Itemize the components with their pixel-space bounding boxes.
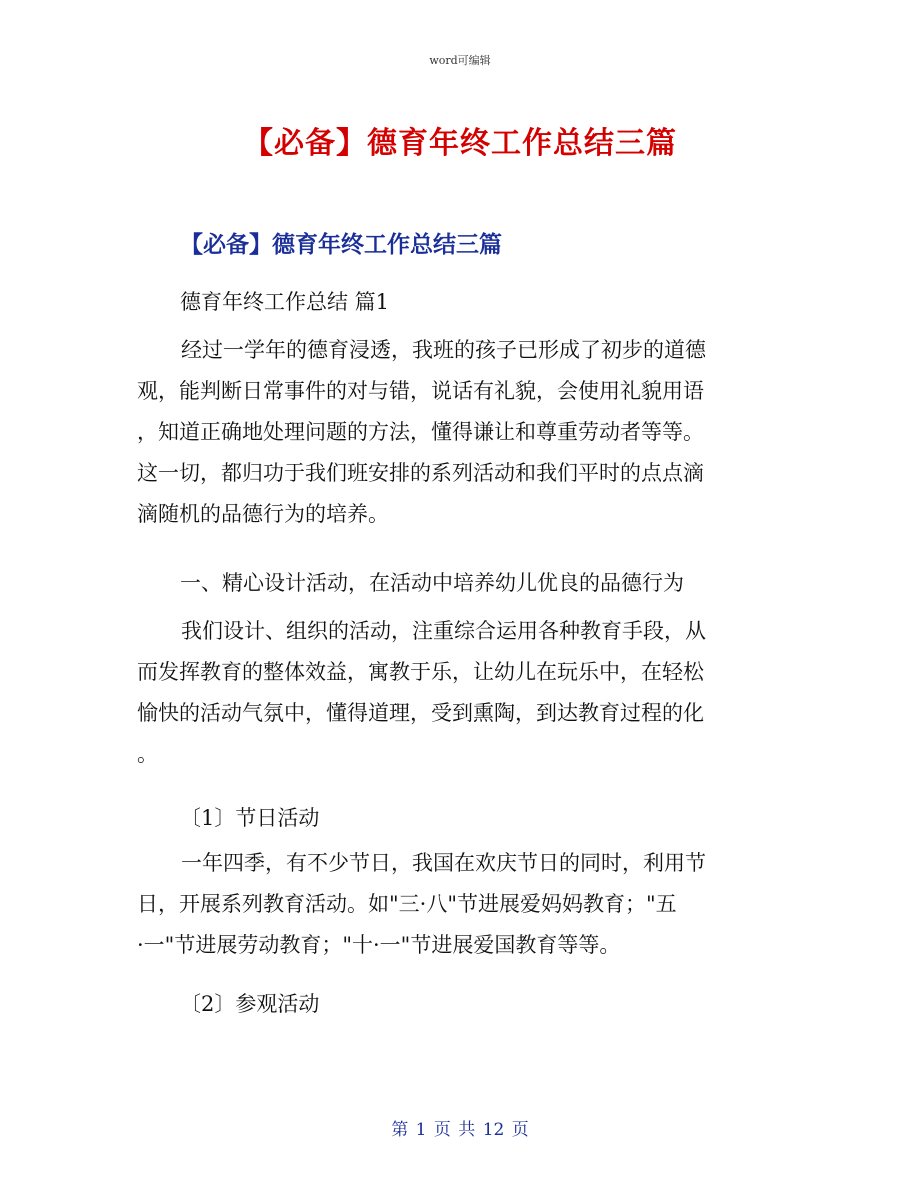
paragraph-line: 经过一学年的德育浸透，我班的孩子已形成了初步的道德 [181, 338, 706, 362]
paragraph-line: 这一切，都归功于我们班安排的系列活动和我们平时的点点滴 [137, 461, 704, 485]
paragraph-line: 而发挥教育的整体效益，寓教于乐，让幼儿在玩乐中，在轻松 [137, 660, 704, 684]
document-title: 【必备】德育年终工作总结三篇 [243, 126, 677, 161]
item-2-label: 〔2〕参观活动 [180, 992, 320, 1016]
paragraph-line: ·一"节进展劳动教育；"十·一"节进展爱国教育等等。 [137, 933, 621, 957]
document-subtitle: 【必备】德育年终工作总结三篇 [180, 232, 502, 258]
paragraph-3 [137, 843, 787, 966]
paragraph-2 [137, 611, 787, 775]
paragraph-line: 我们设计、组织的活动，注重综合运用各种教育手段，从 [181, 619, 706, 643]
paragraph-line: ，知道正确地处理问题的方法，懂得谦让和尊重劳动者等等。 [137, 420, 704, 444]
paragraph-1 [137, 330, 787, 535]
paragraph-line: 愉快的活动气氛中，懂得道理，受到熏陶，到达教育过程的化 [137, 701, 704, 725]
header-note: word可编辑 [429, 54, 491, 67]
paragraph-line: 。 [137, 742, 158, 766]
page-footer: 第 1 页 共 12 页 [391, 1120, 529, 1140]
paragraph-line: 日，开展系列教育活动。如"三·八"节进展爱妈妈教育；"五 [137, 892, 677, 916]
section-heading: 德育年终工作总结 篇1 [180, 290, 390, 314]
item-1-label: 〔1〕节日活动 [180, 806, 320, 830]
paragraph-line: 观，能判断日常事件的对与错，说话有礼貌，会使用礼貌用语 [137, 379, 704, 403]
paragraph-line: 一年四季，有不少节日，我国在欢庆节日的同时，利用节 [181, 851, 706, 875]
paragraph-line: 滴随机的品德行为的培养。 [137, 502, 389, 526]
heading-one: 一、精心设计活动，在活动中培养幼儿优良的品德行为 [180, 571, 684, 595]
